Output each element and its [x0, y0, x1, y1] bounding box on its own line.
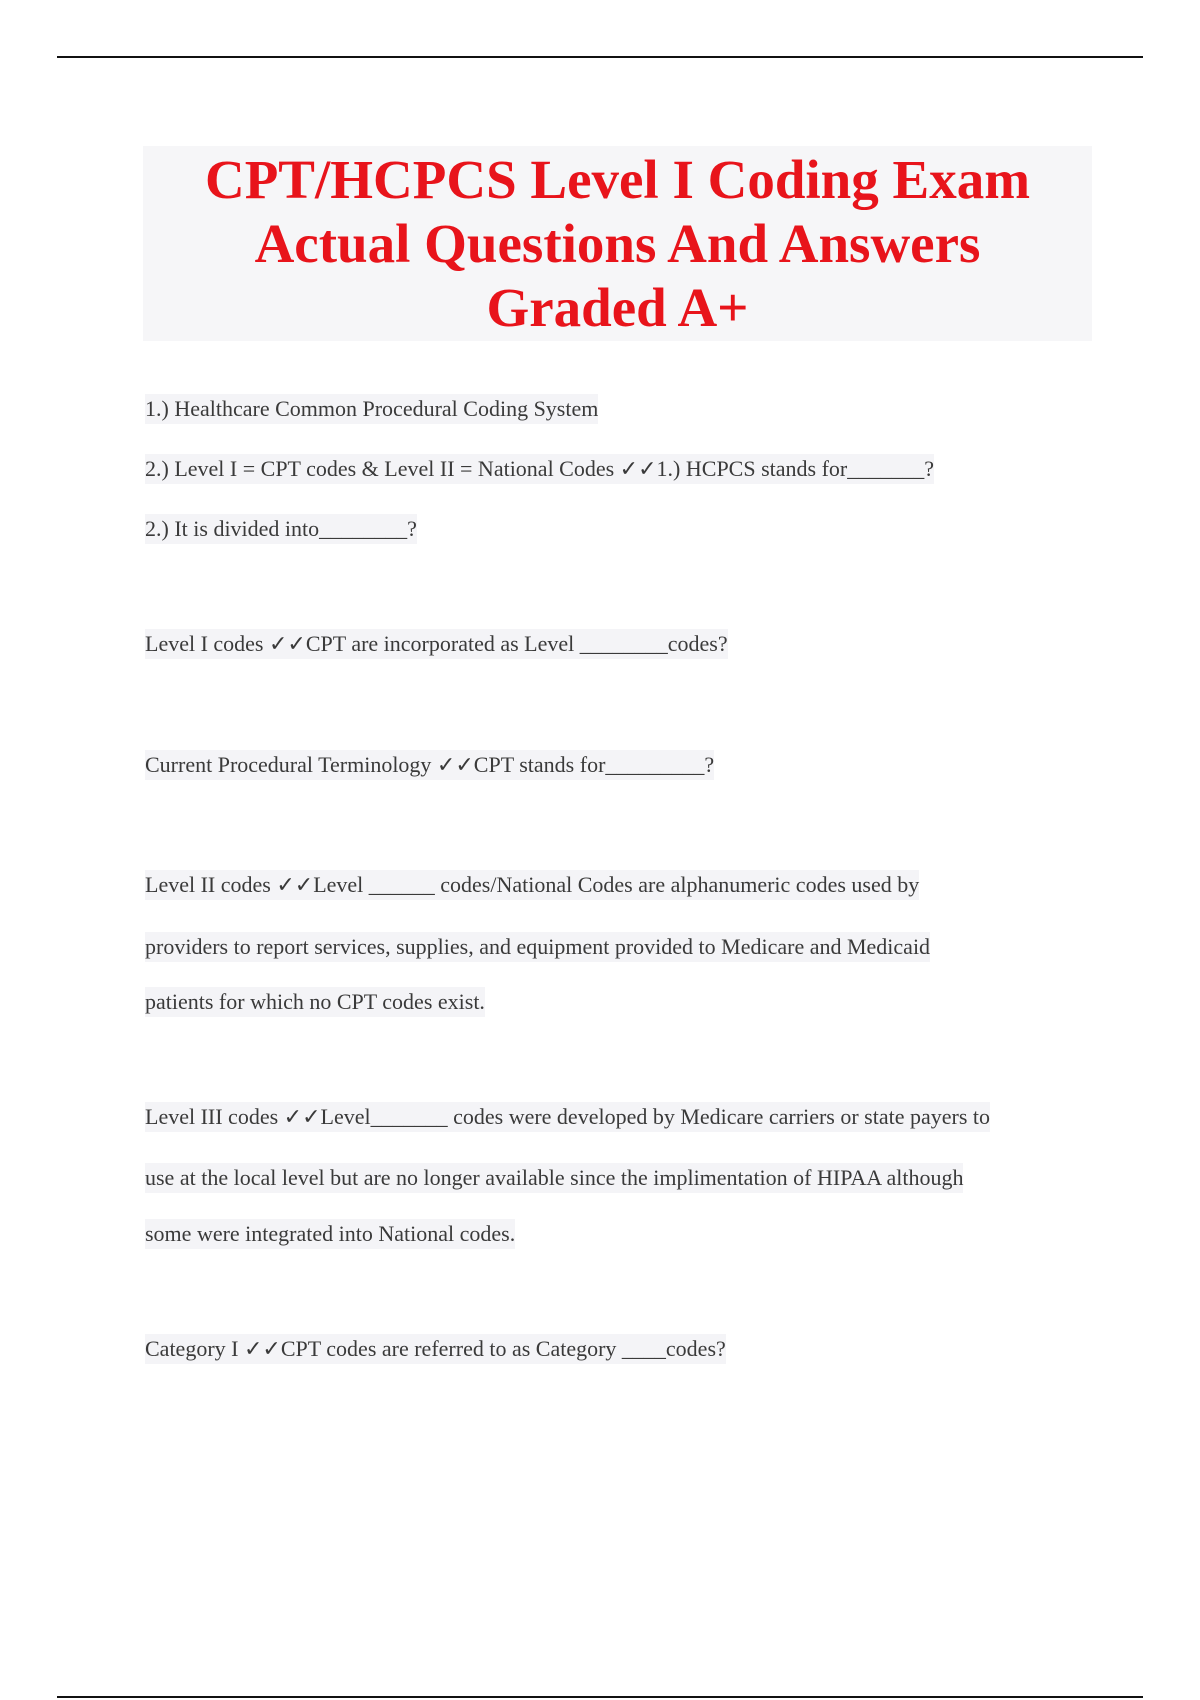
qa-text: providers to report services, supplies, and equipment provided to Medicare and Medicaid — [145, 932, 930, 962]
title-line-3: Graded A+ — [486, 276, 749, 338]
qa-line — [145, 989, 485, 1015]
qa-line — [145, 934, 930, 960]
qa-text: Current Procedural Terminology ✓✓CPT stands for_________? — [145, 750, 714, 780]
bottom-rule — [57, 1696, 1143, 1698]
qa-text: 2.) Level I = CPT codes & Level II = National Codes ✓✓1.) HCPCS stands for_______? — [145, 454, 934, 484]
qa-line — [145, 516, 417, 542]
qa-text: 2.) It is divided into________? — [145, 514, 417, 544]
title-line-2: Actual Questions And Answers — [254, 212, 981, 274]
qa-line — [145, 1336, 726, 1362]
qa-line — [145, 1104, 990, 1130]
qa-text: Category I ✓✓CPT codes are referred to as Category ____codes? — [145, 1334, 726, 1364]
qa-line — [145, 456, 934, 482]
qa-line — [145, 631, 728, 657]
document-title — [143, 146, 1092, 341]
top-rule — [57, 56, 1143, 58]
qa-text: Level I codes ✓✓CPT are incorporated as Level ________codes? — [145, 629, 728, 659]
qa-line — [145, 752, 714, 778]
qa-text: some were integrated into National codes. — [145, 1219, 515, 1249]
qa-text: use at the local level but are no longer available since the implimentation of HIPAA although — [145, 1163, 963, 1193]
qa-line — [145, 1165, 963, 1191]
qa-text: 1.) Healthcare Common Procedural Coding System — [145, 394, 598, 424]
qa-line — [145, 1221, 515, 1247]
qa-text: Level II codes ✓✓Level ______ codes/National Codes are alphanumeric codes used by — [145, 870, 919, 900]
qa-text: Level III codes ✓✓Level_______ codes were developed by Medicare carriers or state payers to — [145, 1102, 990, 1132]
qa-text: patients for which no CPT codes exist. — [145, 987, 485, 1017]
qa-line — [145, 396, 598, 422]
qa-line — [145, 872, 919, 898]
title-line-1: CPT/HCPCS Level I Coding Exam — [204, 148, 1031, 210]
